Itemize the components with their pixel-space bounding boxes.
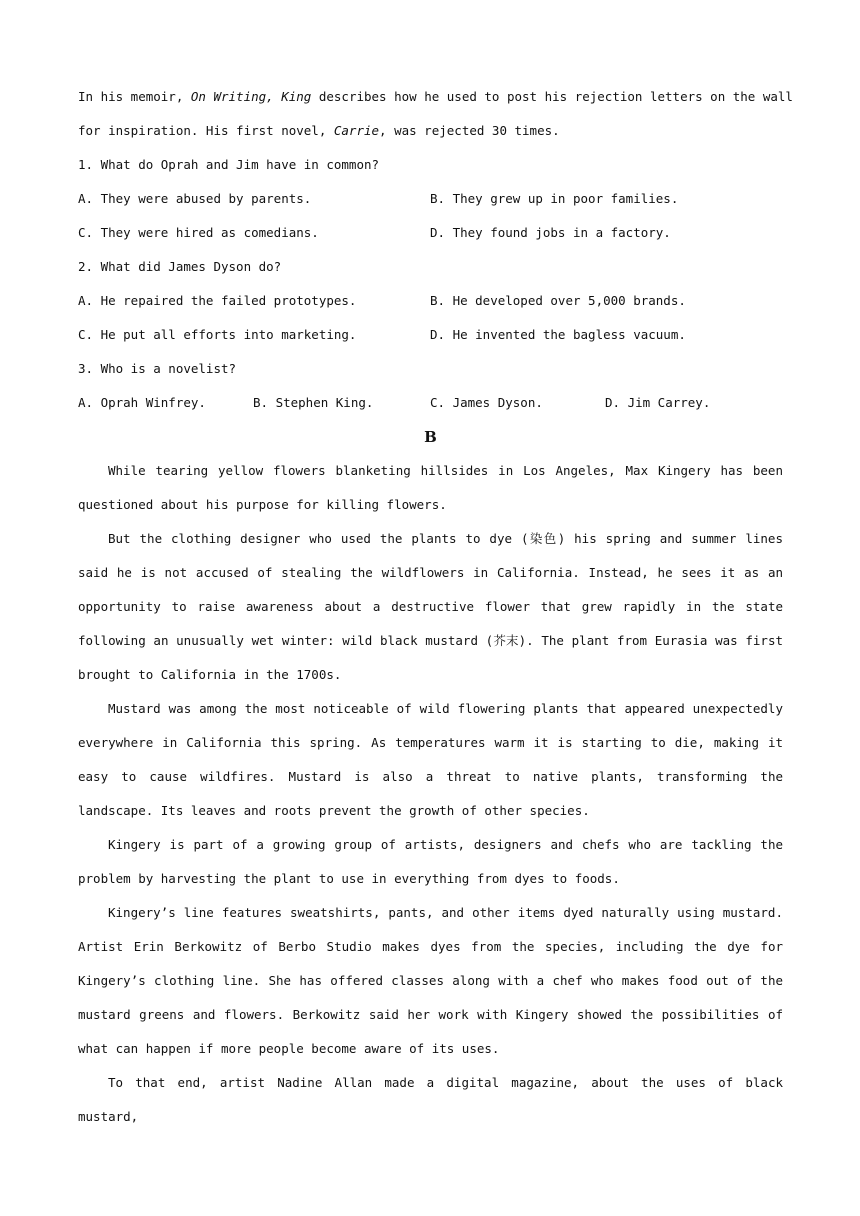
question-1-stem: 1. What do Oprah and Jim have in common? [78,157,380,172]
book-title-carrie: Carrie [333,123,380,138]
question-3-option-b: B. Stephen King. [253,395,374,410]
intro-text: describes how he used to post his rejection letters on the wall [311,89,793,104]
question-2-option-a: A. He repaired the failed prototypes. [78,293,357,308]
question-2-option-d: D. He invented the bagless vacuum. [430,327,686,342]
section-b-title: B [424,428,437,446]
intro-line-2 [78,114,783,148]
section-b-paragraph-5: Kingery’s line features sweatshirts, pants, and other items dyed naturally using mustard. Artist Erin Berkowitz of Berbo Studio makes dyes from the species, including the dye for Kingery’s clothing line. She has offered classes along with a chef who makes food out of the mustard greens and flowers. Berkowitz said her work with Kingery showed the possibilities of what can happen if more people become aware of its uses. [78,905,783,1056]
section-b-paragraph-3: Mustard was among the most noticeable of wild flowering plants that appeared unexpectedly everywhere in California this spring. As temperatures warm it is starting to die, making it easy to cause wildfires. Mustard is also a threat to native plants, transforming the landscape. Its leaves and roots prevent the growth of other species. [78,701,783,818]
question-3-option-c: C. James Dyson. [430,395,543,410]
intro-line-1 [78,80,793,114]
intro-text: for inspiration. His first novel, [78,123,334,138]
question-2-options-row-2 [78,318,783,352]
question-1-option-d: D. They found jobs in a factory. [430,225,671,240]
question-2-option-b: B. He developed over 5,000 brands. [430,293,686,308]
section-b-paragraph-6: To that end, artist Nadine Allan made a digital magazine, about the uses of black mustard, [78,1075,783,1124]
question-3-option-a: A. Oprah Winfrey. [78,395,206,410]
intro-text: , was rejected 30 times. [379,123,560,138]
question-3-option-d: D. Jim Carrey. [605,395,711,410]
question-1-option-c: C. They were hired as comedians. [78,225,319,240]
question-1-option-a: A. They were abused by parents. [78,191,312,206]
question-2-stem: 2. What did James Dyson do? [78,259,282,274]
section-b-paragraph-1: While tearing yellow flowers blanketing hillsides in Los Angeles, Max Kingery has been questioned about his purpose for killing flowers. [78,463,783,512]
document-page [78,80,793,1134]
question-2-option-c: C. He put all efforts into marketing. [78,327,357,342]
question-2-options-row-1 [78,284,783,318]
question-3-stem: 3. Who is a novelist? [78,361,237,376]
section-b-paragraph-2: But the clothing designer who used the plants to dye (染色) his spring and summer lines said he is not accused of stealing the wildflowers in California. Instead, he sees it as an opportunity to raise awareness about a destructive flower that grew rapidly in the state following an unusually wet winter: wild black mustard (芥末). The plant from Eurasia was first brought to California in the 1700s. [78,531,783,682]
intro-text: In his memoir, [78,89,191,104]
question-1-options-row-2 [78,216,783,250]
book-title-on-writing: On Writing, King [190,89,312,104]
question-1-options-row-1 [78,182,783,216]
question-3-options-row [78,386,783,420]
section-b-paragraph-4: Kingery is part of a growing group of artists, designers and chefs who are tackling the problem by harvesting the plant to use in everything from dyes to foods. [78,837,783,886]
question-1-option-b: B. They grew up in poor families. [430,191,679,206]
